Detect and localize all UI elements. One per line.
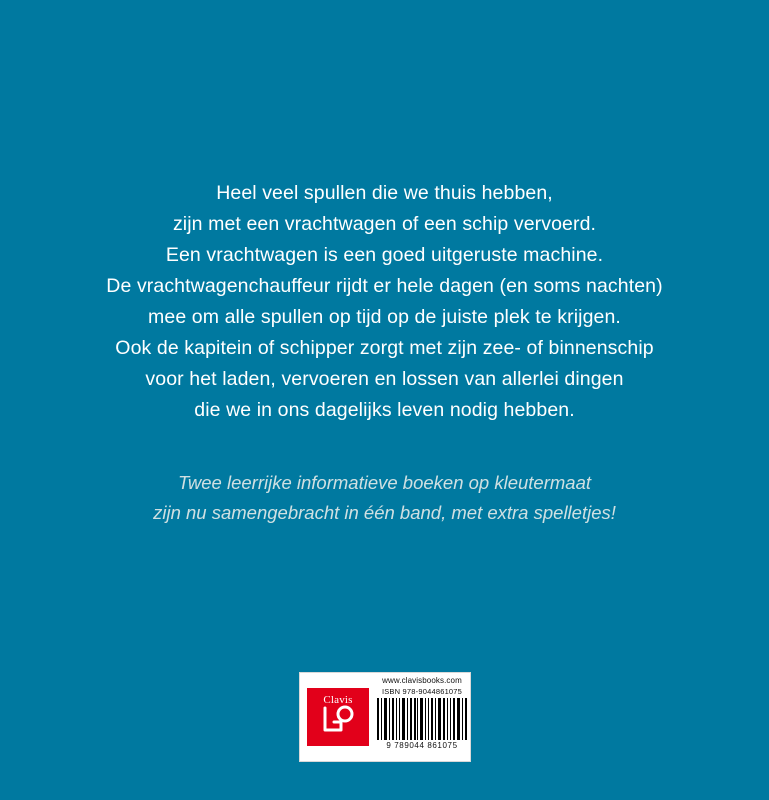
barcode-number: 9 789044 861075 bbox=[386, 741, 458, 750]
blurb-line: mee om alle spullen op tijd op de juiste plek te krijgen. bbox=[148, 306, 621, 328]
blurb-line: voor het laden, vervoeren en lossen van allerlei dingen bbox=[145, 368, 624, 390]
blurb-line: Ook de kapitein of schipper zorgt met zijn zee- of binnenschip bbox=[115, 337, 654, 359]
blurb-text bbox=[0, 178, 769, 426]
publisher-logo-area bbox=[300, 673, 374, 761]
barcode-area bbox=[374, 673, 470, 761]
blurb-line: Heel veel spullen die we thuis hebben, bbox=[216, 182, 553, 204]
tagline-text bbox=[0, 468, 769, 528]
isbn-barcode-block bbox=[299, 672, 471, 762]
barcode-graphic bbox=[377, 698, 467, 740]
blurb-line: De vrachtwagenchauffeur rijdt er hele dagen (en soms nachten) bbox=[106, 275, 663, 297]
publisher-website: www.clavisbooks.com bbox=[382, 676, 462, 685]
key-icon bbox=[321, 704, 355, 739]
isbn-number: ISBN 978-9044861075 bbox=[381, 687, 463, 696]
blurb-line: zijn met een vrachtwagen of een schip vervoerd. bbox=[172, 213, 597, 235]
blurb-line: die we in ons dagelijks leven nodig hebben. bbox=[194, 399, 575, 421]
blurb-line: Een vrachtwagen is een goed uitgeruste machine. bbox=[165, 244, 604, 266]
tagline-line: zijn nu samengebracht in één band, met extra spelletjes! bbox=[153, 502, 616, 523]
tagline-line: Twee leerrijke informatieve boeken op kleutermaat bbox=[177, 472, 592, 493]
publisher-name: Clavis bbox=[323, 694, 353, 706]
clavis-logo bbox=[307, 688, 369, 746]
